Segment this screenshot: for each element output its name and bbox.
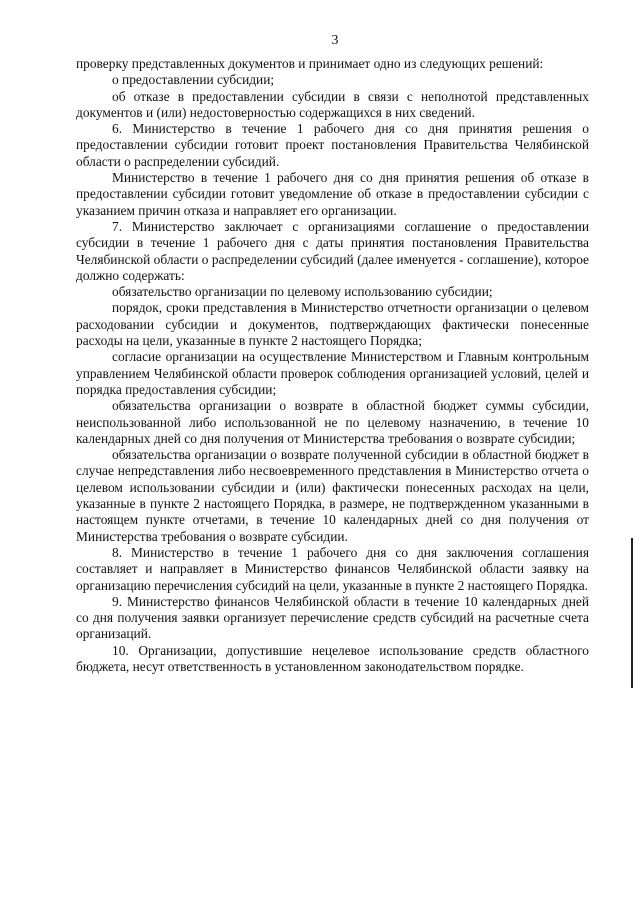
paragraph-4: Министерство в течение 1 рабочего дня со дня принятия решения об отказе в предоставлении субсидии готовит уведомление об отказе в предоставлении субсидии с указанием причин отказа и направляет его организации.	[76, 170, 589, 218]
paragraph-1: о предоставлении субсидии;	[112, 72, 275, 88]
paragraph-3: 6. Министерство в течение 1 рабочего дня со дня принятия решения о предоставлении субсидии готовит проект постановления Правительства Челябинской области о распределении субсидий.	[76, 121, 589, 169]
paragraph-7: порядок, сроки представления в Министерство отчетности организации о целевом расходовании субсидии и документов, подтверждающих фактически понесенные расходы на цели, указанные в пункте 2 настоящего Порядка;	[76, 300, 589, 349]
page-number: 3	[331, 33, 339, 48]
paragraph-11: 8. Министерство в течение 1 рабочего дня со дня заключения соглашения составляет и направляет в Министерство финансов Челябинской области заявку на организацию перечисления субсидий на цели, указанные в пункте 2 настоящего Порядка.	[76, 544, 589, 593]
scan-edge-mark	[631, 538, 633, 688]
paragraph-9: обязательства организации о возврате в областной бюджет суммы субсидии, неиспользованной либо использованной не по целевому назначению, в течение 10 календарных дней со дня получения от Министерства требования о возврате субсидии;	[76, 398, 589, 446]
paragraph-10: обязательства организации о возврате полученной субсидии в областной бюджет в случае непредставления либо несвоевременного представления в Министерство отчета о целевом использовании субсидии и (или) фактически понесенных расходах на цели, указанные в пункте 2 настоящего Порядка, в размере, не подтвержденном указанными в настоящем пункте отчетами, в течение 10 календарных дней со дня получения от Министерства требования о возврате субсидии.	[76, 447, 589, 544]
paragraph-12: 9. Министерство финансов Челябинской области в течение 10 календарных дней со дня получения заявки организует перечисление средств субсидий на расчетные счета организаций.	[76, 593, 589, 642]
paragraph-2: об отказе в предоставлении субсидии в связи с неполнотой представленных документов и (или) недостоверностью содержащихся в них сведений.	[76, 88, 589, 120]
paragraph-8: согласие организации на осуществление Министерством и Главным контрольным управлением Челябинской области проверок соблюдения организацией условий, целей и порядка предоставления субсидии;	[76, 349, 589, 397]
paragraph-5: 7. Министерство заключает с организациями соглашение о предоставлении субсидии в течение 1 рабочего дня с даты принятия постановления Правительства Челябинской области о распределении субсидий (далее именуется - соглашение), которое должно содержать:	[76, 218, 589, 283]
paragraph-13: 10. Организации, допустившие нецелевое использование средств областного бюджета, несут ответственность в установленном законодательством порядке.	[76, 642, 589, 674]
paragraph-0: проверку представленных документов и принимает одно из следующих решений:	[76, 56, 544, 71]
paragraph-6: обязательство организации по целевому использованию субсидии;	[112, 284, 493, 300]
document-body	[76, 56, 589, 675]
